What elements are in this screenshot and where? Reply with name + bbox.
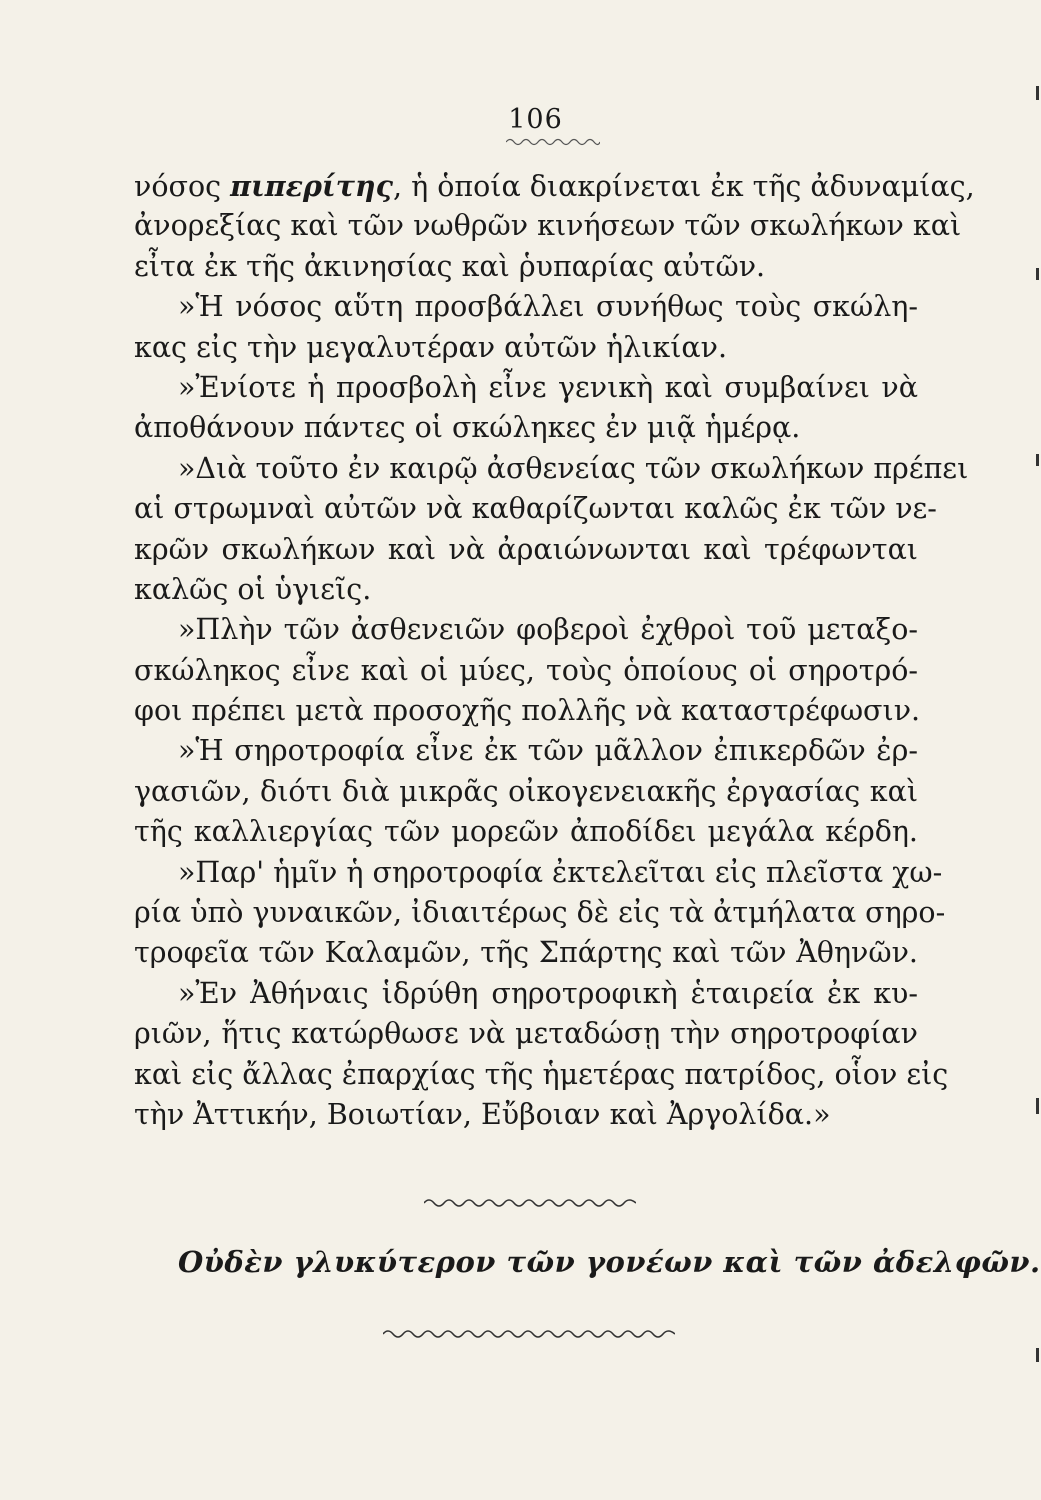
text-line-11: καλῶς οἱ ὑγιεῖς. (134, 572, 372, 606)
line-post: , ἡ ὁποία διακρίνεται ἐκ τῆς ἀδυναμίας, (392, 170, 975, 203)
text-line-3: εἶτα ἐκ τῆς ἀκινησίας καὶ ῥυπαρίας αὐτῶν. (134, 249, 766, 283)
text-line-22: ριῶν, ἥτις κατώρθωσε νὰ μεταδώσῃ τὴν σηροτροφίαν (134, 1017, 918, 1051)
text-line-1 (134, 166, 975, 206)
text-line-2: ἀνορεξίας καὶ τῶν νωθρῶν κινήσεων τῶν σκωλήκων καὶ (134, 209, 962, 243)
edge-mark (1036, 86, 1039, 100)
text-line-23: καὶ εἰς ἄλλας ἐπαρχίας τῆς ἡμετέρας πατρίδος, οἷον εἰς (134, 1057, 949, 1091)
text-line-8: »Διὰ τοῦτο ἐν καιρῷ ἀσθενείας τῶν σκωλήκων πρέπει (178, 451, 969, 485)
text-line-13: σκώληκος εἶνε καὶ οἱ μύες, τοὺς ὁποίους οἱ σηροτρό- (134, 653, 918, 687)
text-line-7: ἀποθάνουν πάντες οἱ σκώληκες ἐν μιᾷ ἡμέρᾳ. (134, 411, 801, 445)
text-line-21: »Ἐν Ἀθήναις ἱδρύθη σηροτροφικὴ ἑταιρεία ἐκ κυ- (178, 976, 918, 1010)
text-line-4: »Ἡ νόσος αὕτη προσβάλλει συνήθως τοὺς σκώλη- (178, 290, 918, 324)
text-line-18: »Παρ' ἡμῖν ἡ σηροτροφία ἐκτελεῖται εἰς πλεῖστα χω- (178, 855, 943, 889)
line-lead: νόσος (134, 170, 231, 203)
text-line-24: τὴν Ἀττικήν, Βοιωτίαν, Εὔβοιαν καὶ Ἀργολίδα.» (134, 1097, 831, 1131)
text-line-20: τροφεῖα τῶν Καλαμῶν, τῆς Σπάρτης καὶ τῶν Ἀθηνῶν. (134, 936, 918, 970)
text-line-6: »Ἐνίοτε ἡ προσβολὴ εἶνε γενικὴ καὶ συμβαίνει νὰ (178, 370, 918, 404)
text-line-16: γασιῶν, διότι διὰ μικρᾶς οἰκογενειακῆς ἐργασίας καὶ (134, 774, 918, 808)
text-line-12: »Πλὴν τῶν ἀσθενειῶν φοβεροὶ ἐχθροὶ τοῦ μεταξο- (178, 613, 918, 647)
text-line-10: κρῶν σκωλήκων καὶ νὰ ἀραιώνωνται καὶ τρέφωνται (134, 532, 918, 566)
body-text (134, 166, 975, 1135)
emphasized-term: πιπερίτης (230, 169, 393, 203)
text-line-14: φοι πρέπει μετὰ προσοχῆς πολλῆς νὰ καταστρέφωσιν. (134, 694, 921, 728)
wavy-divider-ornament (424, 1197, 636, 1209)
wavy-divider-ornament-bottom (383, 1328, 675, 1340)
edge-mark (1036, 1098, 1039, 1114)
edge-mark (1036, 268, 1039, 280)
edge-mark (1036, 454, 1039, 466)
text-line-19: ρία ὑπὸ γυναικῶν, ἰδιαιτέρως δὲ εἰς τὰ ἀτμήλατα σηρο- (134, 896, 946, 930)
text-line-17: τῆς καλλιεργίας τῶν μορεῶν ἀποδίδει μεγάλα κέρδη. (134, 815, 918, 849)
motto-line: Οὐδὲν γλυκύτερον τῶν γονέων καὶ τῶν ἀδελφῶν. (178, 1245, 1041, 1279)
edge-mark (1036, 1348, 1039, 1362)
text-line-15: »Ἡ σηροτροφία εἶνε ἐκ τῶν μᾶλλον ἐπικερδῶν ἐρ- (178, 734, 918, 768)
text-line-9: αἱ στρωμναὶ αὐτῶν νὰ καθαρίζωνται καλῶς ἐκ τῶν νε- (134, 492, 937, 526)
text-line-5: κας εἰς τὴν μεγαλυτέραν αὐτῶν ἡλικίαν. (134, 330, 728, 364)
page-number-ornament (506, 136, 600, 146)
page-number: 106 (508, 104, 563, 135)
